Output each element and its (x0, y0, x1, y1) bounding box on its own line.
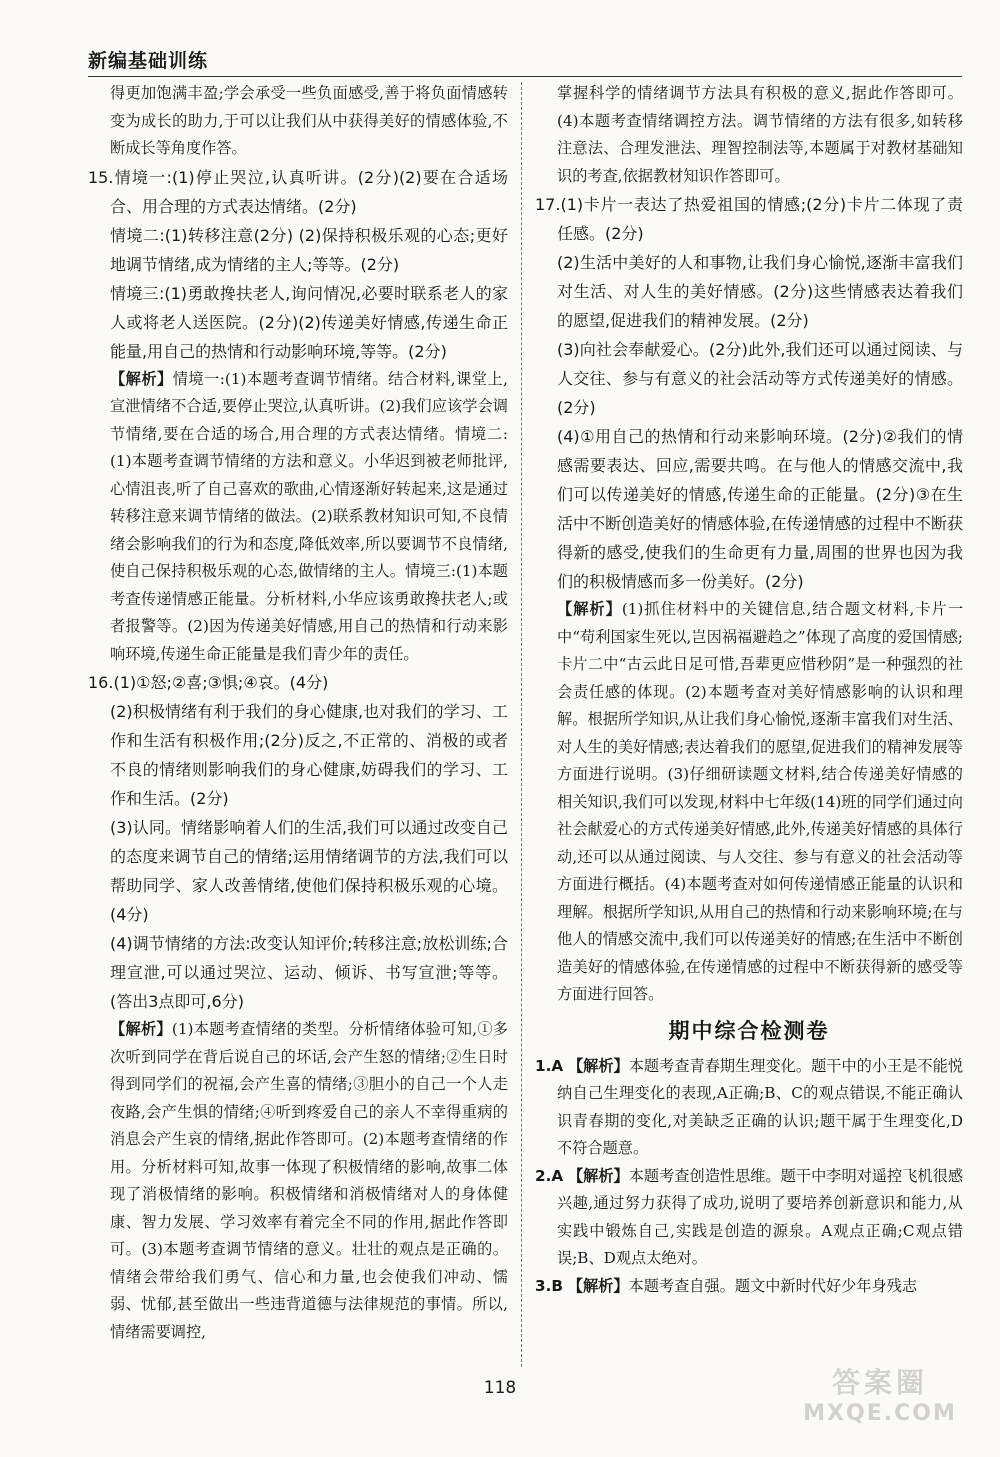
explanation-tag: 【解析】 (110, 369, 173, 388)
header-rule (88, 76, 962, 77)
q15-answer-3: 情境三:(1)勇敢搀扶老人,询问情况,必要时联系老人的家人或将老人送医院。(2分)(2)传递美好情感,传递生命正能量,用自己的热情和行动影响环境,等等。(2分) (110, 283, 508, 361)
explanation-tag: 【解析】 (110, 1020, 172, 1038)
q16-explanation: 【解析】(1)本题考查情绪的类型。分析情绪体验可知,①多次听到同学在背后说自己的坏话,会产生怒的情绪;②生日时得到同学们的祝福,会产生喜的情绪;③胆小的自己一个人走夜路,会产生惧的情绪;④听到疼爱自己的亲人不幸得重病的消息会产生哀的情绪,据此作答即可。(2)本题考查情绪的作用。分析材料可知,故事一体现了积极情绪的影响,故事二体现了消极情绪的影响。积极情绪和消极情绪对人的身体健康、智力发展、学习效率有着完全不同的作用,据此作答即可。(3)本题考查调节情绪的意义。壮壮的观点是正确的。情绪会带给我们勇气、信心和力量,也会使我们冲动、懦弱、忧郁,甚至做出一些违背道德与法律规范的事情。所以,情绪需要调控, (110, 1020, 509, 1341)
page-number: 118 (483, 1378, 517, 1398)
q15-answer-2: 情境二:(1)转移注意(2分) (2)保持积极乐观的心态;更好地调节情绪,成为情绪的主人;等等。(2分) (110, 225, 508, 274)
q17-number: 17. (535, 195, 561, 214)
q15-explanation: 【解析】情境一:(1)本题考查调节情绪。结合材料,课堂上,宣泄情绪不合适,要停止哭泣,认真听讲。(2)我们应该学会调节情绪,要在合适的场合,用合理的方式表达情绪。情境二:(1)本题考查调节情绪的方法和意义。小华迟到被老师批评,心情沮丧,听了自己喜欢的歌曲,心情逐渐好转起来,这是通过转移注意来调节情绪的做法。(2)联系教材知识可知,不良情绪会影响我们的行为和态度,降低效率,所以要调节不良情绪,使自己保持积极乐观的心态,做情绪的主人。情境三:(1)本题考查传递情感正能量。分析材料,小华应该勇敢搀扶老人;或者报警等。(2)因为传递美好情感,用自己的热情和行动来影响环境,传递生命正能量是我们青少年的责任。 (110, 369, 508, 663)
column-divider (521, 82, 522, 1367)
section-title: 期中综合检测卷 (668, 1018, 830, 1043)
watermark-logo (782, 1361, 978, 1439)
q16-answer-2: (2)积极情绪有利于我们的身心健康,也对我们的学习、工作和生活有积极作用;(2分)反之,不正常的、消极的或者不良的情绪则影响我们的身心健康,妨碍我们的学习、工作和生活。(2分) (110, 702, 508, 808)
mc-item: 2.A 【解析】本题考查创造性思维。题干中李明对遥控飞机很感兴趣,通过努力获得了成功,说明了要培养创新意识和能力,从实践中锻炼自己,实践是创造的源泉。A观点正确;C观点错误;B、D观点太绝对。 (535, 1166, 964, 1267)
q16-answer-1: 16.(1)①怒;②喜;③惧;④哀。(4分) (88, 673, 329, 692)
q17-answer-3: (3)向社会奉献爱心。(2分)此外,我们还可以通过阅读、与人交往、参与有意义的社会活动等方式传递美好的情感。(2分) (557, 340, 963, 417)
left-column (88, 80, 508, 1346)
explanation-tag: 【解析】 (557, 600, 622, 618)
q17-answer-4: (4)①用自己的热情和行动来影响环境。(2分)②我们的情感需要表达、回应,需要共鸣。在与他人的情感交流中,我们可以传递美好的情感,传递生命的正能量。(2分)③在生活中不断创造美好的情感体验,在传递情感的过程中不断获得新的感受,使我们的生命更有力量,周围的世界也因为我们的积极情感而多一份美好。(2分) (557, 427, 963, 591)
mc-item: 3.B 【解析】本题考查自强。题文中新时代好少年身残志 (535, 1276, 918, 1295)
q15-number: 15. (88, 167, 114, 187)
q17-answer-1: 17.(1)卡片一表达了热爱祖国的情感;(2分)卡片二体现了责任感。(2分) (535, 195, 963, 243)
question-17 (535, 190, 963, 1009)
question-16 (88, 668, 508, 1346)
q16-answer-3: (3)认同。情绪影响着人们的生活,我们可以通过改变自己的态度来调节自己的情绪;运用情绪调节的方法,我们可以帮助同学、家人改善情绪,使他们保持积极乐观的心境。(4分) (110, 818, 508, 924)
continued-explanation: 掌握科学的情绪调节方法具有积极的意义,据此作答即可。(4)本题考查情绪调控方法。调节情绪的方法有很多,如转移注意法、合理发泄法、理智控制法等,本题属于对教材基础知识的考查,依据教材知识作答即可。 (557, 84, 963, 185)
watermark-top: 答案圈 (831, 1366, 928, 1399)
question-15 (88, 163, 508, 669)
q16-answer-4: (4)调节情绪的方法:改变认知评价;转移注意;放松训练;合理宣泄,可以通过哭泣、运动、倾诉、书写宣泄;等等。(答出3点即可,6分) (110, 934, 508, 1011)
q17-answer-2: (2)生活中美好的人和事物,让我们身心愉悦,逐渐丰富我们对生活、对人生的美好情感。(2分)这些情感表达着我们的愿望,促进我们的精神发展。(2分) (557, 253, 963, 330)
q17-explanation: 【解析】(1)抓住材料中的关键信息,结合题文材料,卡片一中“苟利国家生死以,岂因祸福避趋之”体现了高度的爱国情感;卡片二中“古云此日足可惜,吾辈更应惜秒阴”是一种强烈的社会责任感的体现。(2)本题考查对美好情感影响的认识和理解。根据所学知识,从让我们身心愉悦,逐渐丰富我们对生活、对人生的美好情感;表达着我们的愿望,促进我们的精神发展等方面进行说明。(3)仔细研读题文材料,结合传递美好情感的相关知识,我们可以发现,材料中七年级(14)班的同学们通过向社会献爱心的方式传递美好情感,此外,传递美好情感的具体行动,还可以从通过阅读、与人交往、参与有意义的社会活动等方面进行概括。(4)本题考查对如何传递情感正能量的认识和理解。根据所学知识,从用自己的热情和行动来影响环境;在与他人的情感交流中,我们可以传递美好的情感;在生活中不断创造美好的情感体验,在传递情感的过程中不断获得新的感受等方面进行回答。 (557, 600, 964, 1003)
right-column (535, 80, 963, 1300)
book-title: 新编基础训练 (88, 50, 209, 72)
intro-paragraph: 得更加饱满丰盈;学会承受一些负面感受,善于将负面情感转变为成长的助力,于可以让我们从中获得美好的情感体验,不断成长等角度作答。 (110, 84, 508, 157)
multiple-choice-list (535, 1053, 963, 1301)
mc-item: 1.A 【解析】本题考查青春期生理变化。题干中的小王是不能悦纳自己生理变化的表现,A正确;B、C的观点错误,不能正确认识青春期的变化,对美缺乏正确的认识;题干属于生理变化,D不符合题意。 (535, 1056, 964, 1157)
q15-answer-1: 15.情境一:(1)停止哭泣,认真听讲。(2分)(2)要在合适场合、用合理的方式表达情绪。(2分) (88, 167, 508, 216)
q16-number: 16. (88, 673, 114, 692)
watermark-bottom: MXQE.COM (803, 1401, 957, 1426)
